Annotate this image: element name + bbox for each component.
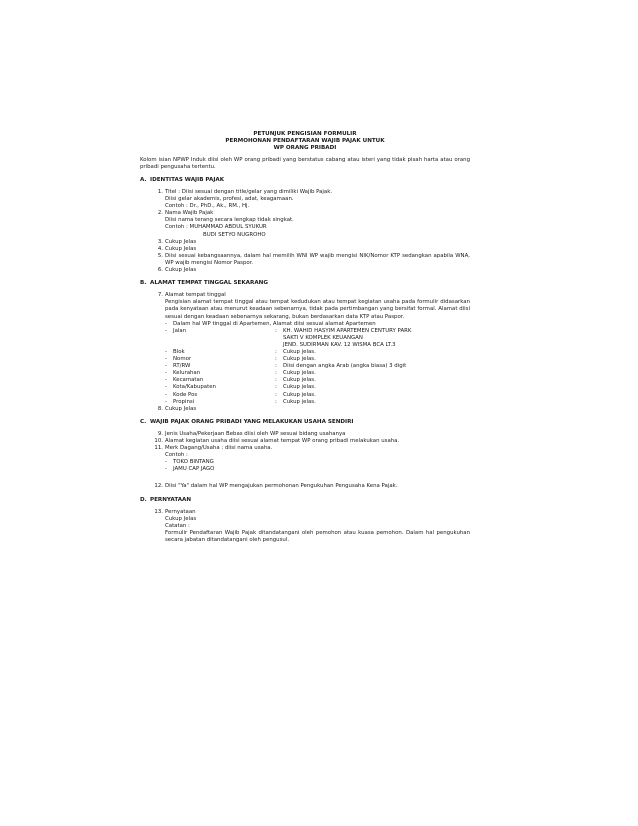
example-text: TOKO BINTANG bbox=[173, 459, 214, 466]
dash-bullet: - bbox=[165, 348, 167, 355]
list-item-6 bbox=[140, 267, 470, 274]
dash-bullet: - bbox=[165, 320, 167, 327]
item-number: 10. bbox=[154, 438, 163, 444]
item-text: Diisi sesuai kebangsaannya, dalam hal memilih WNI WP wajib mengisi NIK/Nomor KTP sedangkan apabila WNA, WP wajib mengisi Nomor Paspor. bbox=[165, 252, 470, 266]
dash-bullet: - bbox=[165, 363, 167, 370]
item-number: 8. bbox=[157, 405, 163, 412]
field-key: Kecamatan bbox=[173, 377, 204, 384]
item-number: 13. bbox=[154, 508, 163, 515]
item-number: 6. bbox=[157, 267, 163, 274]
item-text: Jenis Usaha/Pekerjaan Bebas diisi oleh WP sesuai bidang usahanya bbox=[165, 430, 346, 437]
section-b-heading bbox=[140, 280, 470, 287]
list-item-13 bbox=[140, 509, 470, 544]
document-body bbox=[140, 131, 470, 544]
item-line: Cukup Jelas bbox=[165, 515, 197, 522]
dash-bullet: - bbox=[165, 377, 167, 384]
field-key: Blok bbox=[173, 348, 185, 355]
section-letter: C. bbox=[140, 418, 147, 425]
example-label: Contoh : bbox=[165, 452, 188, 459]
list-item-1 bbox=[140, 189, 470, 210]
title-line-3: WP ORANG PRIBADI bbox=[273, 144, 337, 151]
field-separator: : bbox=[275, 356, 277, 363]
item-text: Cukup Jelas bbox=[165, 238, 197, 245]
item-number: 5. bbox=[157, 252, 163, 259]
item-heading: Alamat tempat tinggal bbox=[165, 292, 226, 299]
list-item-11 bbox=[140, 445, 470, 473]
item-line: Catatan : bbox=[165, 522, 190, 529]
field-separator: : bbox=[275, 398, 277, 405]
item-line: Titel : Diisi sesuai dengan title/gelar yang dimiliki Wajib Pajak. bbox=[165, 189, 333, 195]
field-row-rtrw bbox=[165, 363, 470, 370]
field-separator: : bbox=[275, 384, 277, 391]
field-row-blok bbox=[165, 349, 470, 356]
item-number: 11. bbox=[154, 445, 163, 452]
item-number: 9. bbox=[157, 430, 163, 437]
field-separator: : bbox=[275, 363, 277, 370]
field-value: Cukup jelas. bbox=[283, 384, 316, 391]
field-key: Nomor bbox=[173, 356, 192, 363]
item-line: Pernyataan bbox=[165, 508, 196, 515]
item-number: 3. bbox=[157, 238, 163, 245]
item-number: 4. bbox=[157, 245, 163, 252]
field-value: Cukup jelas. bbox=[283, 370, 316, 377]
title-line-2: PERMOHONAN PENDAFTARAN WAJIB PAJAK UNTUK bbox=[225, 137, 385, 144]
list-item-5 bbox=[140, 253, 470, 267]
item-text: Cukup Jelas bbox=[165, 245, 197, 252]
note-text: Dalam hal WP tinggal di Apartemen, Alamat diisi sesuai alamat Apartemen bbox=[173, 320, 376, 327]
list-item-10 bbox=[140, 438, 470, 445]
document-title bbox=[140, 131, 470, 152]
section-letter: D. bbox=[140, 496, 147, 503]
field-value: Diisi dengan angka Arab (angka biasa) 3 digit bbox=[283, 363, 407, 370]
list-item-9 bbox=[140, 431, 470, 438]
dash-bullet: - bbox=[165, 327, 167, 334]
field-value: Cukup jelas. bbox=[283, 356, 316, 363]
item-paragraph: Formulir Pendaftaran Wajib Pajak ditandatangani oleh pemohon atau kuasa pemohon. Dalam hal pengukuhan secara jabatan ditandatangani oleh pengusul. bbox=[165, 529, 470, 544]
field-row-kode-pos bbox=[165, 392, 470, 399]
dash-bullet: - bbox=[165, 398, 167, 405]
field-separator: : bbox=[275, 391, 277, 398]
item-number: 12. bbox=[154, 483, 163, 490]
section-title: IDENTITAS WAJIB PAJAK bbox=[150, 176, 225, 183]
item-text: Alamat kegiatan usaha diisi sesuai alamat tempat WP orang pribadi melakukan usaha. bbox=[165, 438, 400, 444]
item-paragraph: Pengisian alamat tempat tinggal atau tempat kedudukan atau tempat kegiatan usaha pada formulir didasarkan pada kenyataan atau menurut keadaan sebenarnya, tidak pada pertimbangan yang bersifat formal. Alamat diisi sesuai dengan keadaan sebenarnya sekarang, bukan berdasarkan data KTP atau Paspor. bbox=[165, 299, 470, 320]
list-item-8 bbox=[140, 406, 470, 413]
list-item-3 bbox=[140, 239, 470, 246]
field-row-kelurahan bbox=[165, 370, 470, 377]
list-item-4 bbox=[140, 246, 470, 253]
item-text: Cukup Jelas bbox=[165, 405, 197, 412]
section-a-heading bbox=[140, 177, 470, 184]
section-title: WAJIB PAJAK ORANG PRIBADI YANG MELAKUKAN USAHA SENDIRI bbox=[150, 418, 354, 425]
section-letter: B. bbox=[140, 280, 147, 287]
list-item-12 bbox=[140, 483, 470, 490]
dash-bullet: - bbox=[165, 466, 167, 473]
field-separator: : bbox=[275, 348, 277, 355]
section-title: PERNYATAAN bbox=[150, 496, 192, 503]
item-line: Diisi gelar akademis, profesi, adat, keagamaan. bbox=[165, 196, 294, 203]
field-key: Kelurahan bbox=[173, 370, 201, 377]
field-key: RT/RW bbox=[173, 363, 191, 370]
section-letter: A. bbox=[140, 176, 147, 183]
field-value: Cukup jelas. bbox=[283, 398, 316, 405]
field-separator: : bbox=[275, 370, 277, 377]
item-line: Contoh : Dr., PhD., Ak., RM., Hj. bbox=[165, 203, 250, 210]
field-value: Cukup jelas. bbox=[283, 377, 316, 384]
dash-bullet: - bbox=[165, 459, 167, 466]
dash-bullet: - bbox=[165, 356, 167, 363]
title-line-1: PETUNJUK PENGISIAN FORMULIR bbox=[253, 131, 357, 137]
field-row-kota-kabupaten bbox=[165, 384, 470, 391]
dash-bullet: - bbox=[165, 384, 167, 391]
field-row-nomor bbox=[165, 356, 470, 363]
section-d-heading bbox=[140, 497, 470, 504]
field-key: Kota/Kabupaten bbox=[173, 384, 216, 391]
section-title: ALAMAT TEMPAT TINGGAL SEKARANG bbox=[150, 280, 268, 287]
intro-paragraph: Kolom isian NPWP Induk diisi oleh WP orang pribadi yang berstatus cabang atau isteri yang tidak pisah harta atau orang pribadi pengusaha tertentu. bbox=[140, 156, 470, 170]
field-value: Cukup jelas. bbox=[283, 391, 316, 398]
item-text: Diisi "Ya" dalam hal WP mengajukan permohonan Pengukuhan Pengusaha Kena Pajak. bbox=[165, 483, 398, 490]
section-c-heading bbox=[140, 419, 470, 426]
item-line: Nama Wajib Pajak bbox=[165, 210, 214, 217]
field-value: KH. WAHID HASYIM APARTEMEN CENTURY PARK bbox=[283, 327, 412, 334]
list-item-7 bbox=[140, 292, 470, 406]
example-item bbox=[165, 459, 470, 466]
field-separator: : bbox=[275, 327, 277, 334]
field-separator: : bbox=[275, 377, 277, 384]
item-number: 1. bbox=[157, 189, 163, 195]
field-row-kecamatan bbox=[165, 377, 470, 384]
field-value: JEND. SUDIRMAN KAV. 12 WISMA BCA LT.3 bbox=[283, 341, 396, 348]
list-item-2 bbox=[140, 210, 470, 238]
item-line: Contoh : MUHAMMAD ABDUL SYUKUR bbox=[165, 224, 267, 231]
example-item bbox=[165, 466, 470, 473]
dash-bullet: - bbox=[165, 391, 167, 398]
field-key: Jalan bbox=[173, 327, 187, 334]
item-line: BUDI SETYO NUGROHO bbox=[203, 231, 266, 238]
dash-bullet: - bbox=[165, 370, 167, 377]
field-key: Kode Pos bbox=[173, 391, 198, 398]
field-value: SAKTI V KOMPLEK KEUANGAN bbox=[283, 334, 363, 341]
item-line: Diisi nama terang secara lengkap tidak singkat. bbox=[165, 217, 294, 224]
apartment-note bbox=[165, 321, 470, 328]
field-key: Propinsi bbox=[173, 398, 195, 405]
field-row-jalan bbox=[165, 328, 470, 349]
example-text: JAMU CAP JAGO bbox=[173, 466, 215, 473]
field-row-propinsi bbox=[165, 399, 470, 406]
item-number: 2. bbox=[157, 210, 163, 217]
item-text: Cukup Jelas bbox=[165, 267, 197, 274]
item-text: Merk Dagang/Usaha : diisi nama usaha. bbox=[165, 445, 273, 452]
field-value: Cukup jelas. bbox=[283, 348, 316, 355]
item-number: 7. bbox=[157, 292, 163, 299]
